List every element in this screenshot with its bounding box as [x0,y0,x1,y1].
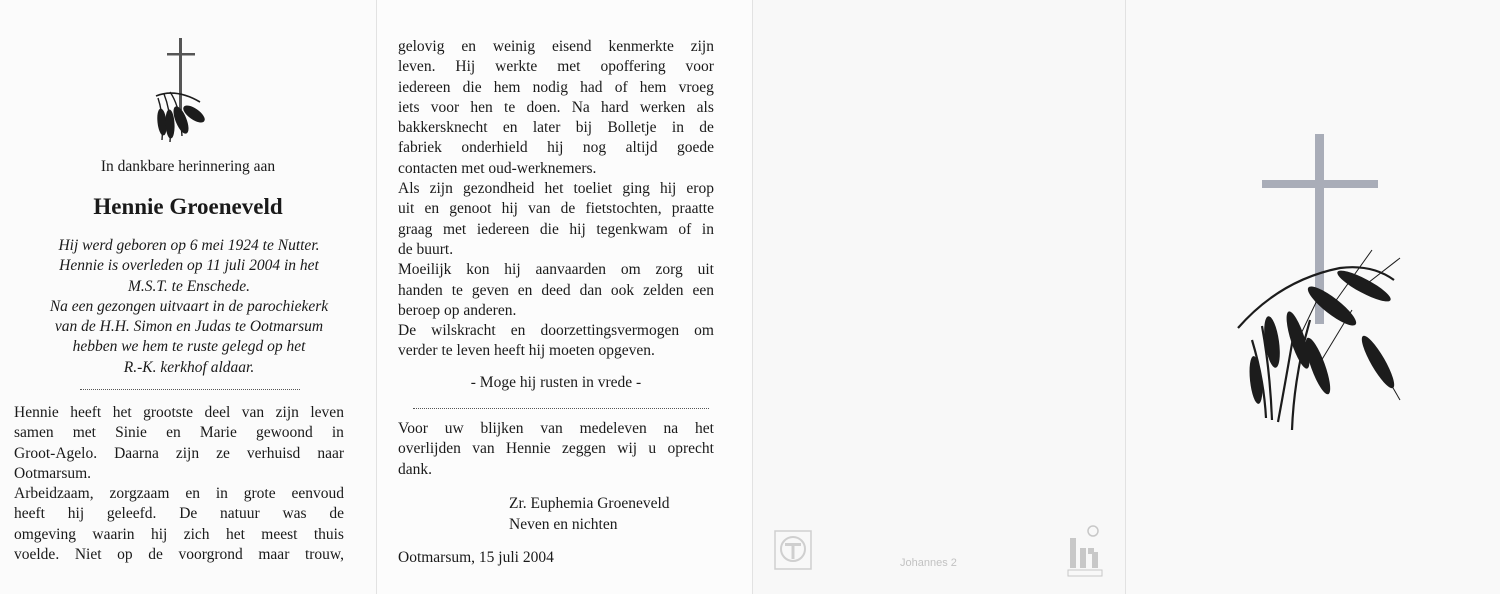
publisher-reference: Johannes 2 [900,557,957,569]
text-line: Hennie heeft het grootste deel van zijn leven [14,404,344,421]
intro-text: In dankbare herinnering aan [100,158,276,175]
fact-line: Hennie is overleden op 11 juli 2004 in het [59,257,319,275]
text-line: fabriek onderhield hij nog altijd goede [398,139,714,157]
fact-line: Hij werd geboren op 6 mei 1924 te Nutter. [58,237,320,254]
fact-line: M.S.T. te Enschede. [128,277,250,295]
biography-part-2 [398,37,714,362]
text-line: graag met iedereen die hij tegenkwam of in [398,220,714,238]
fact-line: hebben we hem te ruste gelegd op het [72,338,306,356]
publisher-logo-icon [1066,524,1106,578]
text-line: Moeilijk kon hij aanvaarden om zorg uit [398,261,714,279]
text-line: voelde. Niet op de voorgrond maar trouw, [14,546,344,564]
text-line: heeft hij geleefd. De natuur was de [14,505,344,523]
text-line: verder te leven heeft hij moeten opgeven. [398,342,655,360]
text-line: iets voor hen te doen. Na hard werken als [398,98,714,116]
text-line: Arbeidzaam, zorgzaam en in grote eenvoud [14,485,344,503]
text-line: omgeving waarin hij zich het meest thuis [14,525,344,543]
fact-line: van de H.H. Simon en Judas te Ootmarsum [54,318,324,336]
text-line: handen te geven en deed dan ook zelden een [398,281,714,299]
dotted-divider [80,389,300,390]
text-line: leven. Hij werkte met opoffering voor [398,58,714,76]
text-line: Ootmarsum. [14,464,92,482]
cross-wheat-icon [150,36,212,146]
text-line: bakkersknecht en later bij Bolletje in de [398,119,714,137]
fold-line [376,0,377,594]
biography-part-1 [14,403,344,565]
text-line: de buurt. [398,240,454,258]
text-line: contacten met oud-werknemers. [398,159,597,177]
thanks-text [398,419,714,480]
text-line: dank. [398,460,433,478]
signatories [509,493,670,535]
fact-line: Na een gezongen uitvaart in de parochiekerk [49,297,329,315]
text-line: De wilskracht en doorzettingsvermogen om [398,322,714,340]
life-facts [14,236,364,378]
printer-logo-icon [774,530,812,570]
fold-line [752,0,753,594]
text-line: iedereen die hem nodig had of hem vroeg [398,78,714,96]
signatory: Neven en nichten [509,516,618,533]
fold-line [1125,0,1126,594]
text-line: beroep op anderen. [398,301,517,319]
text-line: overlijden van Hennie zeggen wij u oprecht [398,440,714,458]
dotted-divider [413,408,709,409]
deceased-name: Hennie Groeneveld [93,194,283,219]
fact-line: R.-K. kerkhof aldaar. [123,358,255,376]
closing-phrase: - Moge hij rusten in vrede - [470,374,642,391]
text-line: Als zijn gezondheid het toeliet ging hij erop [398,180,714,198]
text-line: Voor uw blijken van medeleven na het [398,420,714,437]
signatory: Zr. Euphemia Groeneveld [509,495,670,512]
text-line: gelovig en weinig eisend kenmerkte zijn [398,38,714,55]
text-line: Groot-Agelo. Daarna zijn ze verhuisd naar [14,444,344,462]
text-line: uit en genoot hij van de fietstochten, praatte [398,200,714,218]
panel-back [752,0,1125,594]
cross-wheat-icon [1232,130,1402,442]
text-line: samen met Sinie en Marie gewoond in [14,424,344,442]
place-date: Ootmarsum, 15 juli 2004 [398,549,554,566]
